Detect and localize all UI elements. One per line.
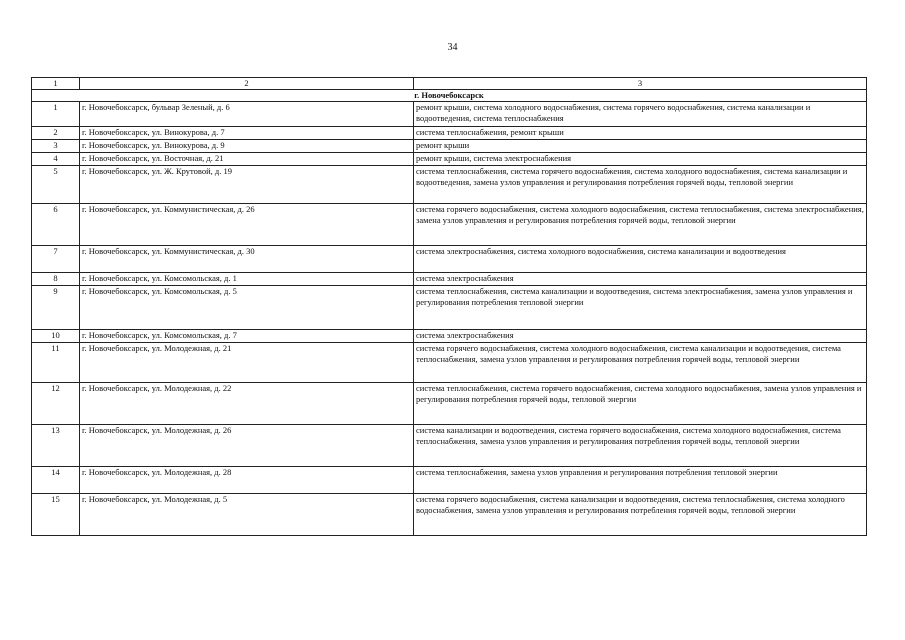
row-number: 1 <box>32 102 80 127</box>
row-address: г. Новочебоксарск, ул. Комсомольская, д. 7 <box>80 330 414 343</box>
row-number: 8 <box>32 273 80 286</box>
row-works: система электроснабжения <box>414 273 867 286</box>
row-works: система теплоснабжения, система горячего водоснабжения, система холодного водоснабжения, замена узлов управления и регулирования потребления горячей воды, тепловой энергии <box>414 383 867 425</box>
city-group-row <box>32 90 867 102</box>
row-address: г. Новочебоксарск, ул. Молодежная, д. 22 <box>80 383 414 425</box>
row-address: г. Новочебоксарск, ул. Комсомольская, д. 5 <box>80 286 414 330</box>
table-row <box>32 286 867 330</box>
row-address: г. Новочебоксарск, ул. Ж. Крутовой, д. 19 <box>80 166 414 204</box>
row-address: г. Новочебоксарск, ул. Молодежная, д. 5 <box>80 494 414 536</box>
row-works: система электроснабжения <box>414 330 867 343</box>
row-works: система горячего водоснабжения, система холодного водоснабжения, система канализации и водоотведения, система теплоснабжения, замена узлов управления и регулирования потребления горячей воды, тепловой энергии <box>414 343 867 383</box>
row-number: 2 <box>32 127 80 140</box>
row-address: г. Новочебоксарск, ул. Восточная, д. 21 <box>80 153 414 166</box>
column-header: 3 <box>414 78 867 90</box>
table-row <box>32 383 867 425</box>
table-row <box>32 467 867 494</box>
row-works: система теплоснабжения, замена узлов управления и регулирования потребления тепловой энергии <box>414 467 867 494</box>
row-address: г. Новочебоксарск, ул. Комсомольская, д. 1 <box>80 273 414 286</box>
table-row <box>32 102 867 127</box>
table-row <box>32 166 867 204</box>
column-number-row <box>32 78 867 90</box>
row-works: система электроснабжения, система холодного водоснабжения, система канализации и водоотведения <box>414 246 867 273</box>
row-number: 7 <box>32 246 80 273</box>
table-row <box>32 246 867 273</box>
row-address: г. Новочебоксарск, бульвар Зеленый, д. 6 <box>80 102 414 127</box>
row-number: 3 <box>32 140 80 153</box>
row-address: г. Новочебоксарск, ул. Винокурова, д. 7 <box>80 127 414 140</box>
table-row <box>32 330 867 343</box>
row-number: 10 <box>32 330 80 343</box>
page-number: 34 <box>447 42 458 53</box>
row-works: система канализации и водоотведения, система горячего водоснабжения, система холодного водоснабжения, система теплоснабжения, замена узлов управления и регулирования потребления горячей воды, тепловой энергии <box>414 425 867 467</box>
row-number: 12 <box>32 383 80 425</box>
table-row <box>32 343 867 383</box>
table-row <box>32 273 867 286</box>
row-works: система горячего водоснабжения, система канализации и водоотведения, система теплоснабжения, система холодного водоснабжения, замена узлов управления и регулирования потребления горячей воды, тепловой энергии <box>414 494 867 536</box>
column-header: 2 <box>80 78 414 90</box>
row-address: г. Новочебоксарск, ул. Молодежная, д. 28 <box>80 467 414 494</box>
row-number: 4 <box>32 153 80 166</box>
row-address: г. Новочебоксарск, ул. Коммунистическая, д. 26 <box>80 204 414 246</box>
row-works: ремонт крыши, система электроснабжения <box>414 153 867 166</box>
row-works: система теплоснабжения, ремонт крыши <box>414 127 867 140</box>
row-works: система горячего водоснабжения, система холодного водоснабжения, система теплоснабжения, система электроснабжения, замена узлов управления и регулирования потребления горячей воды, тепловой энергии <box>414 204 867 246</box>
table-row <box>32 153 867 166</box>
city-name: г. Новочебоксарск <box>32 90 867 102</box>
row-address: г. Новочебоксарск, ул. Молодежная, д. 26 <box>80 425 414 467</box>
row-works: система теплоснабжения, система канализации и водоотведения, система электроснабжения, замена узлов управления и регулирования потребления тепловой энергии <box>414 286 867 330</box>
row-number: 6 <box>32 204 80 246</box>
row-number: 9 <box>32 286 80 330</box>
row-works: ремонт крыши, система холодного водоснабжения, система горячего водоснабжения, система канализации и водоотведения, система теплоснабжения <box>414 102 867 127</box>
row-works: система теплоснабжения, система горячего водоснабжения, система холодного водоснабжения, система канализации и водоотведения, замена узлов управления и регулирования потребления горячей воды, тепловой энергии <box>414 166 867 204</box>
table-row <box>32 140 867 153</box>
row-address: г. Новочебоксарск, ул. Молодежная, д. 21 <box>80 343 414 383</box>
table-row <box>32 204 867 246</box>
row-number: 14 <box>32 467 80 494</box>
row-number: 13 <box>32 425 80 467</box>
table-row <box>32 425 867 467</box>
row-address: г. Новочебоксарск, ул. Коммунистическая, д. 30 <box>80 246 414 273</box>
row-number: 15 <box>32 494 80 536</box>
repair-works-table <box>31 77 867 536</box>
row-number: 11 <box>32 343 80 383</box>
row-number: 5 <box>32 166 80 204</box>
row-works: ремонт крыши <box>414 140 867 153</box>
column-header: 1 <box>32 78 80 90</box>
row-address: г. Новочебоксарск, ул. Винокурова, д. 9 <box>80 140 414 153</box>
table-row <box>32 494 867 536</box>
table-row <box>32 127 867 140</box>
